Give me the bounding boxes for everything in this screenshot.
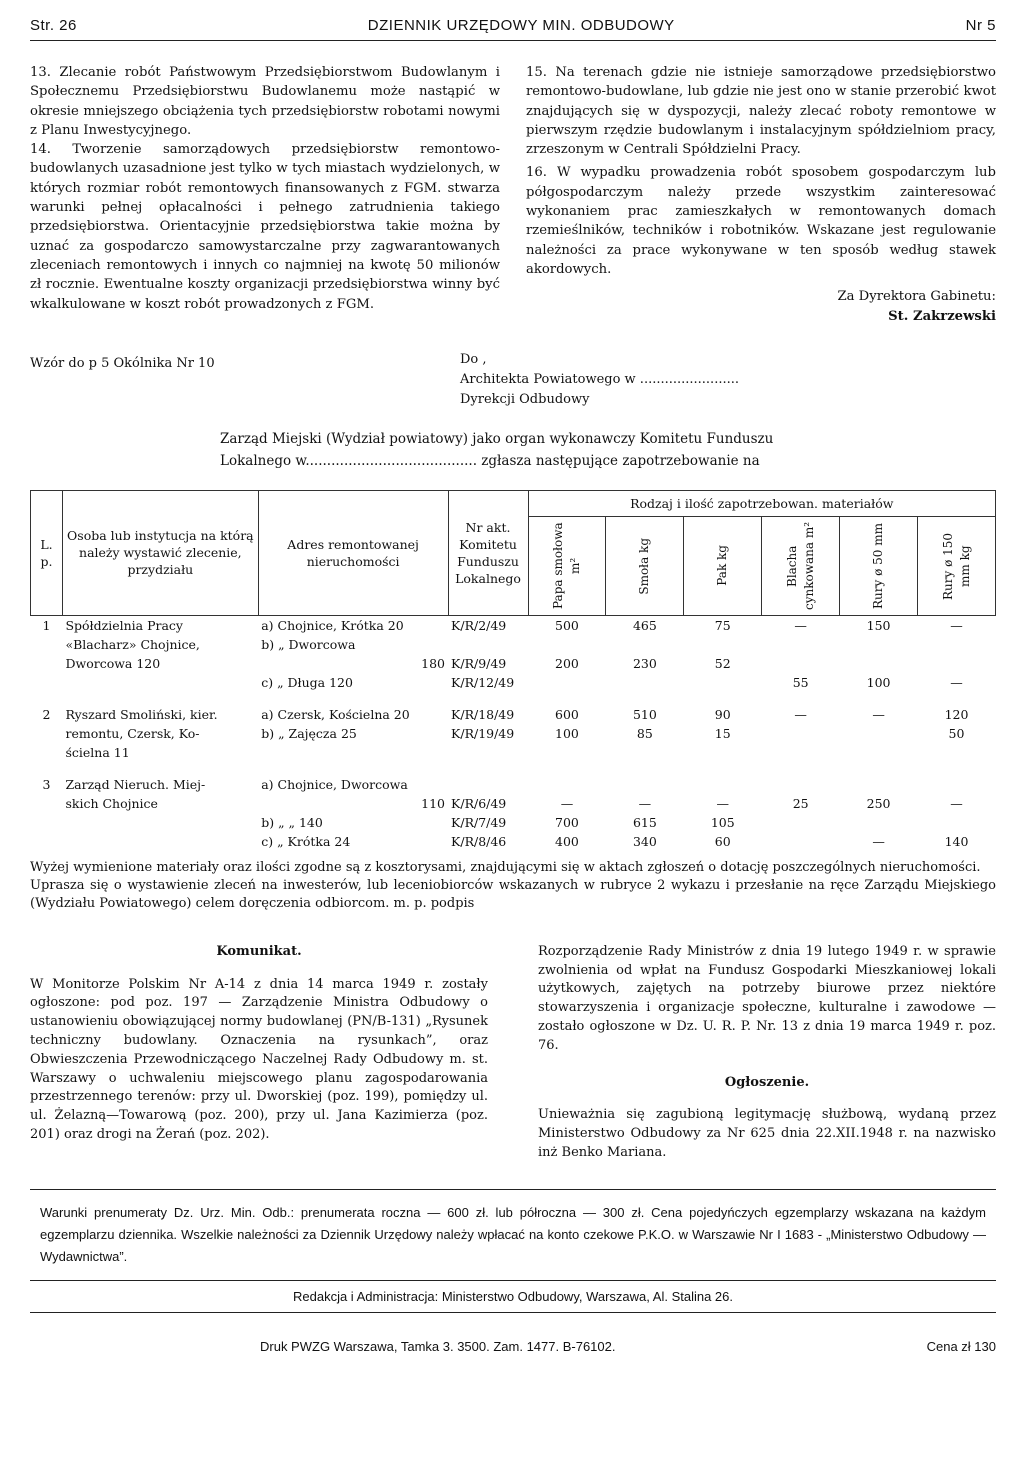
price: Cena zł 130	[926, 1338, 996, 1354]
cell-v2: 510	[632, 706, 657, 722]
header-blacha: Blacha cynkowana m²	[762, 516, 840, 615]
cell-v2: 85	[636, 725, 653, 741]
header-osoba: Osoba lub instytucja na którą należy wystawić zlecenie, przydziału	[62, 490, 258, 615]
cell-v6: 50	[948, 725, 965, 741]
ogloszenie-text: Unieważnia się zagubioną legitymację służbową, wydaną przez Ministerstwo Odbudowy za Nr 625 dnia 22.XII.1948 r. na nazwisko inż Benko Mariana.	[538, 1107, 996, 1161]
signature	[526, 287, 996, 326]
cell-adres	[258, 743, 448, 762]
cell-v4	[762, 635, 840, 654]
cell-nr: K/R/9/49	[451, 655, 507, 671]
cell-v5	[840, 762, 918, 794]
cell-osoba: Zarząd Nieruch. Miej-	[65, 776, 206, 792]
paragraph-16: 16. W wypadku prowadzenia robót sposobem gospodarczym lub półgospodarczym należy przede wszystkim zainteresować wykonaniem prac zamieszkałych w remontowanych domach rzemieślników, techników i robotników. Wskazane jest regulowanie należności za prace wykonywane w ten sposób według stawek akordowych.	[526, 165, 996, 277]
cell-lp	[31, 673, 63, 692]
cell-v2	[606, 762, 684, 794]
paragraph-13: 13. Zlecanie robót Państwowym Przedsiębiorstwom Budowlanym i Społecznemu Przedsiębiorstwu Budowlanemu może nastąpić w okresie mniejszego obciążenia tych przedsiębiorstw robotami nowymi z Planu Inwestycyjnego.	[30, 65, 500, 138]
table-row	[31, 635, 996, 654]
table-row	[31, 832, 996, 851]
table-row	[31, 692, 996, 724]
cell-v4	[762, 813, 840, 832]
komunikat-title: Komunikat.	[216, 943, 302, 959]
cell-v1: —	[560, 795, 574, 811]
cell-v5: —	[872, 833, 885, 849]
cell-v3	[684, 762, 762, 794]
cell-lp	[31, 724, 63, 743]
page-header	[30, 12, 996, 41]
cell-v4: —	[794, 617, 807, 633]
cell-adres: b) „ Dworcowa	[261, 636, 356, 652]
komunikat-text: W Monitorze Polskim Nr A-14 z dnia 14 marca 1949 r. zostały ogłoszone: pod poz. 197 — Zarządzenie Ministra Odbudowy o ustanowieniu obowiązującej normy budowlanej (PN/B-131) „Rysunek techniczny budowlany. Oznaczenia na rysunkach”, oraz Obwieszczenia Przewodniczącego Naczelnej Rady Odbudowy m. st. Warszawy o uchwaleniu miejscowego planu zagospodarowania przestrzennego terenów: przy ul. Dworskiej (poz. 199), pomiędzy ul. ul. Żelazną—Towarową (poz. 200), przy ul. Jana Kazimierza (poz. 201) oraz drogi na Żerań (poz. 202).	[30, 976, 488, 1143]
table-row	[31, 673, 996, 692]
cell-v2: —	[638, 795, 652, 811]
cell-nr: K/R/6/49	[451, 795, 507, 811]
cell-v1: 400	[555, 833, 579, 849]
editorial-office: Redakcja i Administracja: Ministerstwo Odbudowy, Warszawa, Al. Stalina 26.	[30, 1281, 996, 1313]
cell-lp	[31, 654, 63, 673]
cell-v3	[684, 743, 762, 762]
cell-v6: —	[950, 674, 963, 690]
cell-v1: 600	[555, 706, 579, 722]
cell-v4	[762, 832, 840, 851]
cell-v1	[528, 635, 606, 654]
cell-adres: a) Czersk, Kościelna 20	[261, 706, 410, 722]
cell-adres: b) „ Zajęcza 25	[261, 725, 357, 741]
cell-v5: —	[872, 706, 885, 722]
cell-v5	[840, 813, 918, 832]
form-intro-line1: Zarząd Miejski (Wydział powiatowy) jako organ wykonawczy Komitetu Funduszu	[220, 430, 774, 447]
cell-v1	[528, 762, 606, 794]
cell-v6	[918, 635, 996, 654]
cell-v3	[684, 673, 762, 692]
cell-nr	[448, 762, 528, 794]
form-addressee	[460, 350, 739, 410]
addressee-dyrekcja: Dyrekcji Odbudowy	[460, 391, 590, 407]
form-intro	[220, 428, 996, 472]
cell-v1	[528, 673, 606, 692]
printer-info: Druk PWZG Warszawa, Tamka 3. 3500. Zam. 1477. B-76102.	[260, 1338, 616, 1354]
cell-v5	[840, 635, 918, 654]
header-nr-akt: Nr akt. Komitetu Funduszu Lokalnego	[448, 490, 528, 615]
cell-v4: 25	[792, 795, 809, 811]
cell-v3: 15	[714, 725, 731, 741]
cell-osoba: remontu, Czersk, Ko-	[65, 725, 200, 741]
paragraph-15: 15. Na terenach gdzie nie istnieje samorządowe przedsiębiorstwo remontowo-budowlane, lub gdzie nie jest ono w stanie przerobić kwot znajdujących się w dyspozycji, należy zlecać roboty remontowe w pierwszym rzędzie budowlanym i instalacyjnym spółdzielniom pracy, zrzeszonym w Centrali Spółdzielni Pracy.	[526, 65, 996, 158]
document-page	[30, 12, 996, 1354]
subscription-terms: Warunki prenumeraty Dz. Urz. Min. Odb.: prenumerata roczna — 600 zł. lub półroczna — 300 zł. Cena pojedyńczych egzemplarzy wskazana na każdym egzemplarzu dziennika. Wszelkie należności za Dziennik Urzędowy należy wpłacać na konto czekowe P.K.O. w Warszawie Nr I 1683 - „Ministerstwo Odbudowy — Wydawnictwa”.	[30, 1189, 996, 1281]
table-row	[31, 813, 996, 832]
body-columns	[30, 63, 996, 326]
cell-nr: K/R/18/49	[451, 706, 515, 722]
cell-v6	[918, 813, 996, 832]
table-row	[31, 743, 996, 762]
cell-adres: 110	[421, 795, 446, 811]
cell-adres: a) Chojnice, Dworcowa	[261, 776, 408, 792]
rozporzadzenie-text: Rozporządzenie Rady Ministrów z dnia 19 lutego 1949 r. w sprawie zwolnienia od wpłat na Fundusz Gospodarki Mieszkaniowej lokali użytkowych, zajętych na potrzeby biurowe przez niektóre stowarzyszenia i organizacje społeczne, kulturalne i zawodowe — zostało ogłoszone w Dz. U. R. P. Nr. 13 z dnia 19 marca 1949 r. poz. 76.	[538, 943, 996, 1053]
right-announcements	[538, 943, 996, 1163]
table-row	[31, 654, 996, 673]
cell-v3: 75	[714, 617, 731, 633]
cell-lp	[31, 743, 63, 762]
cell-nr	[448, 743, 528, 762]
cell-osoba: «Blacharz» Chojnice,	[65, 636, 200, 652]
cell-v5: 250	[866, 795, 891, 811]
cell-osoba: ścielna 11	[65, 744, 130, 760]
cell-v1	[528, 743, 606, 762]
cell-v3: 90	[714, 706, 731, 722]
note-2: Uprasza się o wystawienie zleceń na inwesterów, lub leceniobiorców wskazanych w rubryce 2 wykazu i przesłanie na ręce Zarządu Miejskiego (Wydziału Powiatowego) celem doręczenia odbiorcom. m. p. podpis	[30, 877, 996, 911]
table-row	[31, 615, 996, 635]
form-heading	[30, 350, 996, 410]
cell-adres: a) Chojnice, Krótka 20	[261, 617, 404, 633]
cell-v4: —	[794, 706, 807, 722]
cell-osoba: Ryszard Smoliński, kier.	[65, 706, 218, 722]
printer-line	[30, 1339, 996, 1354]
table-row	[31, 724, 996, 743]
cell-lp	[31, 794, 63, 813]
table-notes	[30, 859, 996, 913]
cell-v6: —	[950, 795, 963, 811]
cell-adres: c) „ Długa 120	[261, 674, 353, 690]
cell-v2: 230	[632, 655, 657, 671]
cell-v3: 52	[714, 655, 731, 671]
cell-lp	[31, 832, 63, 851]
cell-v5	[840, 743, 918, 762]
cell-v2	[606, 673, 684, 692]
note-1: Wyżej wymienione materiały oraz ilości zgodne są z kosztorysami, znajdującymi się w aktach zgłoszeń o dotację poszczególnych nieruchomości.	[30, 859, 981, 875]
left-column	[30, 63, 500, 326]
cell-v1: 700	[555, 814, 579, 830]
cell-lp: 2	[42, 706, 51, 722]
cell-osoba: skich Chojnice	[65, 795, 158, 811]
cell-v2: 340	[632, 833, 657, 849]
cell-v5	[840, 654, 918, 673]
cell-v6: —	[950, 617, 963, 633]
cell-v1: 500	[555, 617, 579, 633]
cell-nr	[448, 635, 528, 654]
cell-v3: 60	[714, 833, 731, 849]
header-rodzaj: Rodzaj i ilość zapotrzebowan. materiałów	[528, 490, 996, 516]
cell-lp: 1	[42, 617, 51, 633]
cell-v4	[762, 654, 840, 673]
form-reference: Wzór do p 5 Okólnika Nr 10	[30, 355, 215, 371]
requisition-body	[31, 615, 996, 851]
cell-osoba	[62, 813, 258, 832]
cell-v2: 615	[632, 814, 657, 830]
cell-v1: 200	[555, 655, 579, 671]
cell-v6	[918, 762, 996, 794]
header-lp: L. p.	[31, 490, 63, 615]
cell-v4	[762, 762, 840, 794]
header-rury-50: Rury ø 50 mm	[840, 516, 918, 615]
cell-v3: —	[716, 795, 729, 811]
header-pak: Pak kg	[684, 516, 762, 615]
table-row	[31, 794, 996, 813]
cell-v4	[762, 743, 840, 762]
cell-osoba	[62, 832, 258, 851]
journal-title: DZIENNIK URZĘDOWY MIN. ODBUDOWY	[367, 16, 675, 34]
cell-osoba	[62, 673, 258, 692]
addressee-do: Do ,	[460, 351, 487, 367]
cell-v6	[918, 654, 996, 673]
cell-v6: 120	[944, 706, 969, 722]
cell-nr: K/R/19/49	[451, 725, 515, 741]
table-row	[31, 762, 996, 794]
header-rury-150: Rury ø 150 mm kg	[918, 516, 996, 615]
cell-nr: K/R/2/49	[451, 617, 507, 633]
requisition-table	[30, 490, 996, 851]
komunikat-column	[30, 943, 488, 1163]
cell-lp: 3	[42, 776, 51, 792]
cell-v6	[918, 743, 996, 762]
cell-v5: 100	[866, 674, 891, 690]
cell-v3: 105	[710, 814, 735, 830]
paragraph-14: 14. Tworzenie samorządowych przedsiębiorstw remontowo-budowlanych uzasadnione jest tylko w tych miastach wydzielonych, w których rozmiar robót remontowych finansowanych z FGM. stwarza warunki pełnej opłacalności i pełnego zatrudnienia takiego przedsiębiorstwa. Orientacyjnie przedsiębiorstwa takie można by uznać za gospodarczo samowystarczalne przy zagwarantowanych zleceniach remontowych i innych co najmniej na kwotę 50 milionów zł rocznie. Ewentualne koszty organizacji przedsiębiorstwa winny być wkalkulowane w koszt robót prowadzonych z FGM.	[30, 142, 500, 312]
header-adres: Adres remontowanej nieruchomości	[258, 490, 448, 615]
cell-v1: 100	[555, 725, 579, 741]
cell-adres: c) „ Krótka 24	[261, 833, 351, 849]
addressee-architekt: Architekta Powiatowego w ........................	[460, 371, 739, 387]
right-column	[526, 63, 996, 326]
cell-adres: b) „ „ 140	[261, 814, 323, 830]
page-number: Str. 26	[30, 16, 77, 34]
cell-v2	[606, 743, 684, 762]
cell-v2: 465	[632, 617, 657, 633]
cell-v4	[762, 724, 840, 743]
cell-osoba: Spółdzielnia Pracy	[65, 617, 183, 633]
cell-v5	[840, 724, 918, 743]
cell-v6: 140	[944, 833, 969, 849]
cell-v3	[684, 635, 762, 654]
cell-nr: K/R/8/46	[451, 833, 507, 849]
cell-nr: K/R/12/49	[451, 674, 515, 690]
cell-lp	[31, 813, 63, 832]
form-intro-line2: Lokalnego w........................................ zgłasza następujące zapotrzebowanie na	[220, 452, 760, 469]
ogloszenie-title: Ogłoszenie.	[724, 1074, 810, 1090]
cell-v4: 55	[792, 674, 809, 690]
header-smola: Smoła kg	[606, 516, 684, 615]
signature-role: Za Dyrektora Gabinetu:	[837, 289, 996, 305]
header-papa: Papa smołowa m²	[528, 516, 606, 615]
signature-name: St. Zakrzewski	[888, 308, 996, 324]
cell-lp	[31, 635, 63, 654]
issue-number: Nr 5	[965, 16, 996, 34]
announcements	[30, 943, 996, 1163]
cell-v2	[606, 635, 684, 654]
cell-nr: K/R/7/49	[451, 814, 507, 830]
cell-osoba: Dworcowa 120	[65, 655, 161, 671]
cell-v5: 150	[866, 617, 891, 633]
cell-adres: 180	[421, 655, 446, 671]
